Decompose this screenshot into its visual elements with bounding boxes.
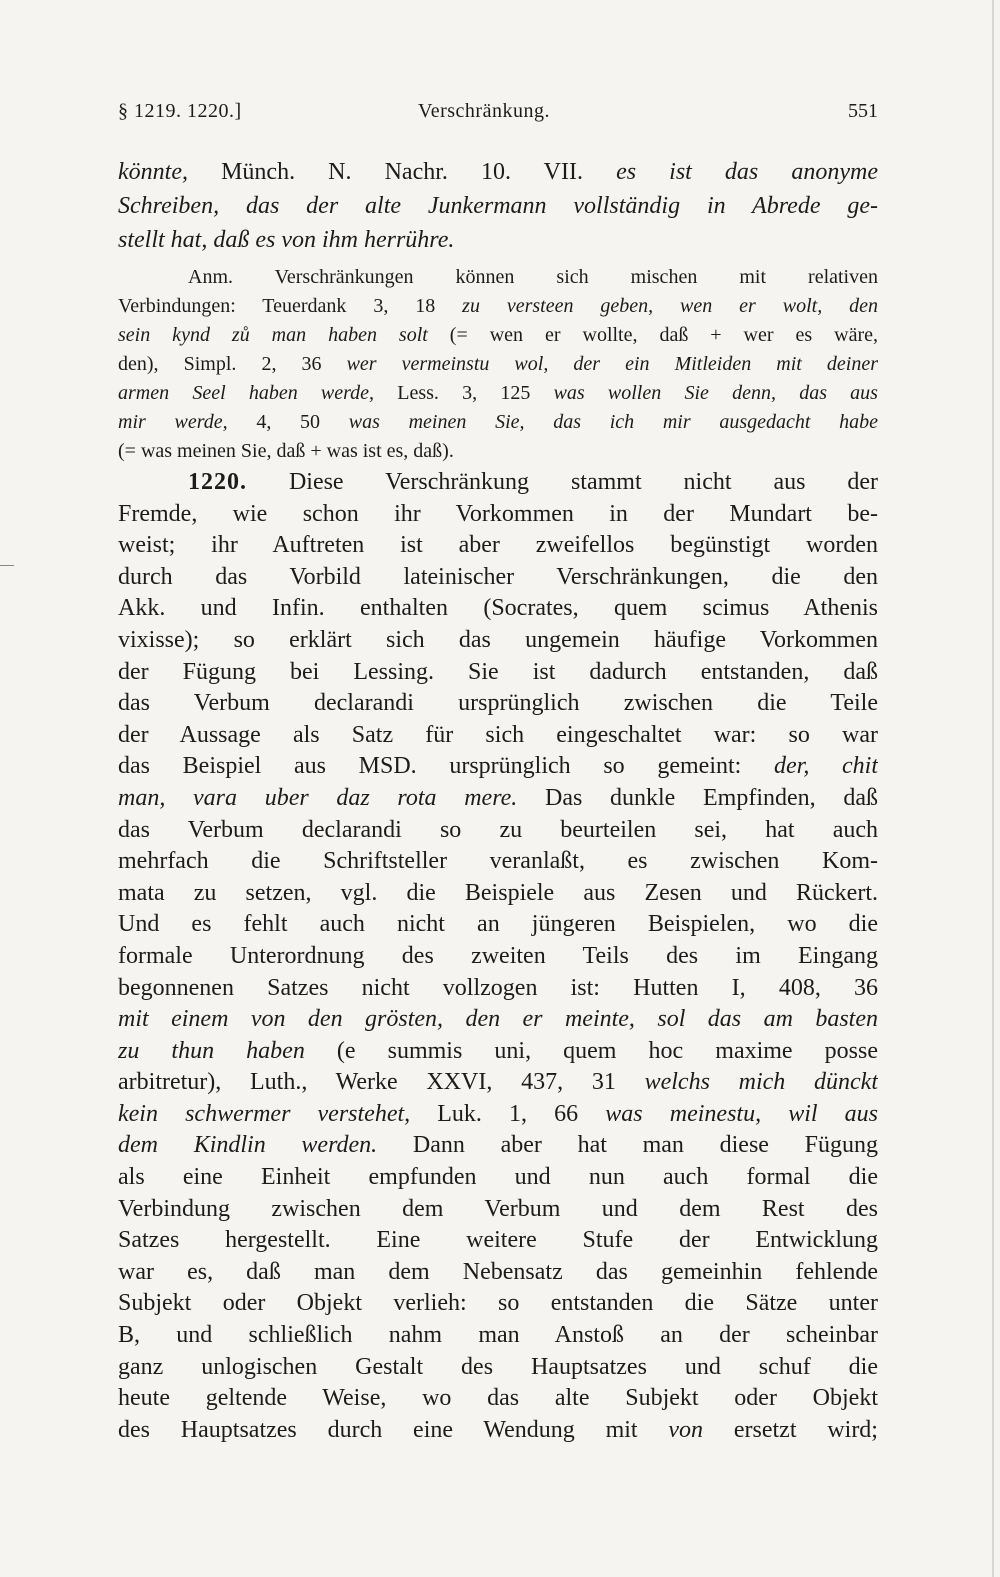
text-run: Das dunkle Empfinden, daß xyxy=(517,784,878,811)
text-run: mata zu setzen, vgl. die Beispiele aus Zesen und Rückert. xyxy=(118,879,878,906)
text-run: das Beispiel aus MSD. ursprünglich so gemeint: xyxy=(118,753,774,780)
text-run: arbitretur), Luth., Werke XXVI, 437, 31 xyxy=(118,1069,645,1096)
text-line xyxy=(118,1067,878,1099)
page-number: 551 xyxy=(848,100,878,122)
italic-quote: was meinen Sie, das ich mir ausgedacht habe xyxy=(348,411,878,433)
text-line xyxy=(118,688,878,720)
text-line xyxy=(118,263,878,292)
text-line xyxy=(118,223,878,257)
italic-quote: stellt hat, daß es von ihm herrühre. xyxy=(118,227,455,253)
text-line xyxy=(118,1225,878,1257)
text-line xyxy=(118,751,878,783)
text-line xyxy=(118,1099,878,1131)
text-run: Verbindungen: Teuerdank 3, 18 xyxy=(118,295,463,317)
text-line xyxy=(118,1352,878,1384)
italic-quote: zu thun haben xyxy=(118,1037,305,1064)
italic-quote: sein kynd zů man haben solt xyxy=(118,324,428,346)
text-run: der Aussage als Satz für sich eingeschaltet war: so war xyxy=(118,721,878,748)
text-line xyxy=(118,379,878,408)
text-run: der Fügung bei Lessing. Sie ist dadurch entstanden, daß xyxy=(118,658,878,685)
text-line xyxy=(118,657,878,689)
header-title: Verschränkung. xyxy=(418,100,550,122)
italic-quote: was wollen Sie denn, das aus xyxy=(553,382,878,404)
text-line xyxy=(118,593,878,625)
text-run: das Verbum declarandi so zu beurteilen sei, hat auch xyxy=(118,816,878,843)
italic-quote: zu versteen geben, wen er wolt, den xyxy=(462,295,878,317)
text-line xyxy=(118,1004,878,1036)
text-line xyxy=(118,1320,878,1352)
text-run: war es, daß man dem Nebensatz das gemeinhin fehlende xyxy=(118,1258,878,1285)
text-run: Und es fehlt auch nicht an jüngeren Beispielen, wo die xyxy=(118,911,878,938)
italic-quote: kein schwermer verstehet, xyxy=(118,1100,411,1127)
italic-quote: könnte, xyxy=(118,159,188,185)
text-run: Subjekt oder Objekt verlieh: so entstanden die Sätze unter xyxy=(118,1290,878,1317)
italic-quote: mit einem von den grösten, den er meinte, sol das am basten xyxy=(118,1006,878,1033)
running-header xyxy=(118,100,878,130)
text-line xyxy=(118,1130,878,1162)
text-run: Verbindung zwischen dem Verbum und dem Rest des xyxy=(118,1195,878,1222)
text-line xyxy=(118,292,878,321)
text-line xyxy=(118,1162,878,1194)
italic-quote: Schreiben, das der alte Junkermann vollständig in Abrede ge- xyxy=(118,193,878,219)
text-run: Anm. Verschränkungen können sich mischen mit relativen xyxy=(188,266,878,288)
italic-quote: man, vara uber daz rota mere. xyxy=(118,784,518,811)
text-run: ersetzt wird; xyxy=(703,1416,878,1443)
section-1220-paragraph xyxy=(118,467,878,1446)
text-run: Diese Verschränkung stammt nicht aus der xyxy=(288,469,878,495)
margin-mark xyxy=(0,565,14,566)
italic-quote: armen Seel haben werde, xyxy=(118,382,375,404)
text-line xyxy=(118,625,878,657)
text-line xyxy=(118,499,878,531)
header-section-ref: § 1219. 1220.] xyxy=(118,100,242,122)
text-run: als eine Einheit empfunden und nun auch formal die xyxy=(118,1164,878,1191)
text-line xyxy=(118,467,878,499)
italic-quote: dem Kindlin werden. xyxy=(118,1132,378,1159)
text-run: mehrfach die Schriftsteller veranlaßt, es zwischen Kom- xyxy=(118,848,878,875)
text-run: des Hauptsatzes durch eine Wendung mit xyxy=(118,1416,669,1443)
text-line xyxy=(118,350,878,379)
text-line xyxy=(118,1415,878,1447)
text-line xyxy=(118,846,878,878)
continued-paragraph xyxy=(118,155,878,257)
text-line xyxy=(118,530,878,562)
text-run: Satzes hergestellt. Eine weitere Stufe der Entwicklung xyxy=(118,1227,878,1254)
italic-quote: von xyxy=(668,1416,704,1443)
text-run: (= wen er wollte, daß + wer es wäre, xyxy=(427,324,878,346)
italic-quote: es ist das anonyme xyxy=(616,159,878,185)
text-run: begonnenen Satzes nicht vollzogen ist: Hutten I, 408, 36 xyxy=(118,974,878,1001)
text-run: durch das Vorbild lateinischer Verschränkungen, die den xyxy=(118,563,878,590)
text-line xyxy=(118,1257,878,1289)
text-run: Fremde, wie schon ihr Vorkommen in der Mundart be- xyxy=(118,500,878,527)
text-run: den), Simpl. 2, 36 xyxy=(118,353,347,375)
text-run: heute geltende Weise, wo das alte Subjekt oder Objekt xyxy=(118,1385,878,1412)
text-line xyxy=(118,321,878,350)
text-line xyxy=(118,1194,878,1226)
text-line xyxy=(118,815,878,847)
scan-edge xyxy=(992,0,994,1577)
text-run: B, und schließlich nahm man Anstoß an der scheinbar xyxy=(118,1322,878,1349)
text-line xyxy=(118,562,878,594)
text-run: (= was meinen Sie, daß + was ist es, daß). xyxy=(118,440,454,462)
text-line xyxy=(118,909,878,941)
text-line xyxy=(118,941,878,973)
text-line xyxy=(118,973,878,1005)
italic-quote: mir werde, xyxy=(118,411,228,433)
text-run: Akk. und Infin. enthalten (Socrates, quem scimus Athenis xyxy=(118,595,878,622)
text-line xyxy=(118,783,878,815)
text-run: das Verbum declarandi ursprünglich zwischen die Teile xyxy=(118,690,878,717)
italic-quote: welchs mich dünckt xyxy=(644,1069,878,1096)
text-line xyxy=(118,408,878,437)
text-line xyxy=(118,1383,878,1415)
text-run: Münch. N. Nachr. 10. VII. xyxy=(187,159,617,185)
text-line xyxy=(118,189,878,223)
text-run: weist; ihr Auftreten ist aber zweifellos begünstigt worden xyxy=(118,532,878,559)
text-run: formale Unterordnung des zweiten Teils des im Eingang xyxy=(118,942,878,969)
italic-quote: wer vermeinstu wol, der ein Mitleiden mit deiner xyxy=(346,353,878,375)
italic-quote: was meinestu, wil aus xyxy=(605,1100,878,1127)
text-line xyxy=(118,878,878,910)
text-line xyxy=(118,1036,878,1068)
text-line xyxy=(118,437,878,466)
text-run: Less. 3, 125 xyxy=(374,382,554,404)
text-run: Dann aber hat man diese Fügung xyxy=(377,1132,878,1159)
text-run: ganz unlogischen Gestalt des Hauptsatzes und schuf die xyxy=(118,1353,878,1380)
text-run: (e summis uni, quem hoc maxime posse xyxy=(304,1037,878,1064)
text-line xyxy=(118,155,878,189)
text-run: Luk. 1, 66 xyxy=(410,1100,606,1127)
section-number: 1220. xyxy=(188,469,247,495)
italic-quote: der, chit xyxy=(774,753,878,780)
text-run: vixisse); so erklärt sich das ungemein häufige Vorkommen xyxy=(118,626,878,653)
text-line xyxy=(118,1288,878,1320)
annotation-note xyxy=(118,263,878,466)
text-run: 4, 50 xyxy=(227,411,349,433)
text-line xyxy=(118,720,878,752)
